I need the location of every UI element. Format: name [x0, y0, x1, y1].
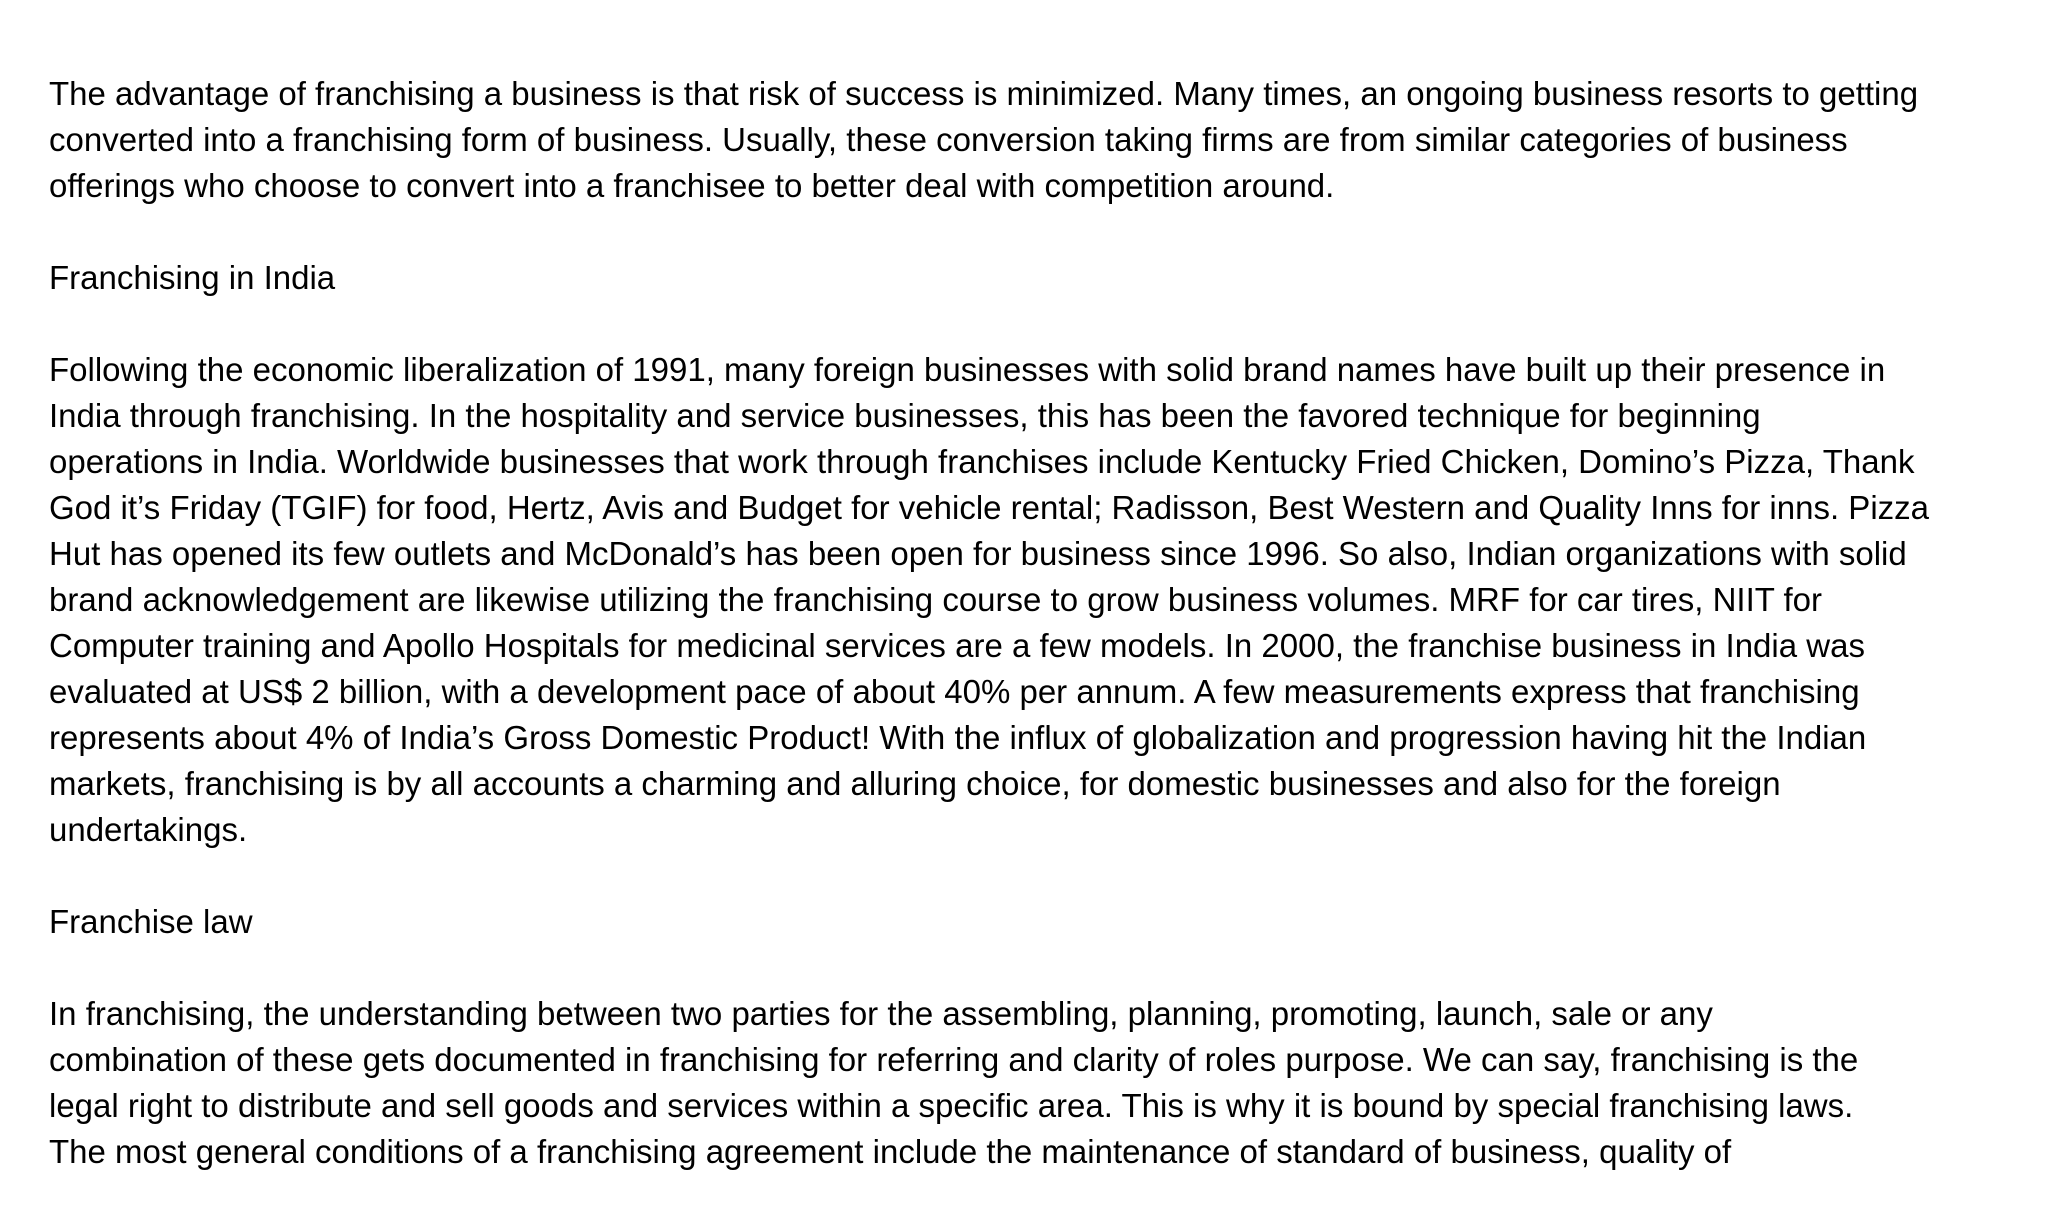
- text-line: combination of these gets documented in franchising for referring and clarity of roles purpose. We can say, franchising is the: [49, 1041, 1859, 1078]
- text-line: undertakings.: [49, 811, 248, 848]
- text-line: brand acknowledgement are likewise utilizing the franchising course to grow business volumes. MRF for car tires, NIIT for: [49, 581, 1822, 618]
- section-heading-india: [49, 255, 2039, 301]
- text-line: evaluated at US$ 2 billion, with a development pace of about 40% per annum. A few measurements express that franchising: [49, 673, 1860, 710]
- text-line: India through franchising. In the hospitality and service businesses, this has been the favored technique for beginning: [49, 397, 1761, 434]
- text-line: The most general conditions of a franchising agreement include the maintenance of standard of business, quality of: [49, 1133, 1732, 1170]
- text-line: operations in India. Worldwide businesses that work through franchises include Kentucky Fried Chicken, Domino’s Pizza, Thank: [49, 443, 1915, 480]
- text-line: represents about 4% of India’s Gross Domestic Product! With the influx of globalization and progression having hit the Indian: [49, 719, 1867, 756]
- section-heading-law: [49, 899, 2039, 945]
- heading-text: Franchising in India: [49, 259, 336, 296]
- text-line: markets, franchising is by all accounts a charming and alluring choice, for domestic businesses and also for the foreign: [49, 765, 1781, 802]
- document-page: [49, 71, 2039, 1221]
- intro-paragraph: [49, 71, 2039, 209]
- text-line: Hut has opened its few outlets and McDonald’s has been open for business since 1996. So also, Indian organizations with solid: [49, 535, 1907, 572]
- text-line: legal right to distribute and sell goods and services within a specific area. This is why it is bound by special franchising laws.: [49, 1087, 1854, 1124]
- text-line: converted into a franchising form of business. Usually, these conversion taking firms are from similar categories of business: [49, 121, 1848, 158]
- text-line: offerings who choose to convert into a franchisee to better deal with competition around.: [49, 167, 1335, 204]
- india-paragraph: [49, 347, 2039, 853]
- text-line: In franchising, the understanding between two parties for the assembling, planning, promoting, launch, sale or any: [49, 995, 1713, 1032]
- text-line: Computer training and Apollo Hospitals for medicinal services are a few models. In 2000, the franchise business in India was: [49, 627, 1865, 664]
- law-paragraph: [49, 991, 2039, 1175]
- text-line: The advantage of franchising a business is that risk of success is minimized. Many times, an ongoing business resorts to getting: [49, 75, 1919, 112]
- heading-text: Franchise law: [49, 903, 253, 940]
- text-line: God it’s Friday (TGIF) for food, Hertz, Avis and Budget for vehicle rental; Radisson, Best Western and Quality Inns for inns. Pizza: [49, 489, 1930, 526]
- text-line: Following the economic liberalization of 1991, many foreign businesses with solid brand names have built up their presence in: [49, 351, 1886, 388]
